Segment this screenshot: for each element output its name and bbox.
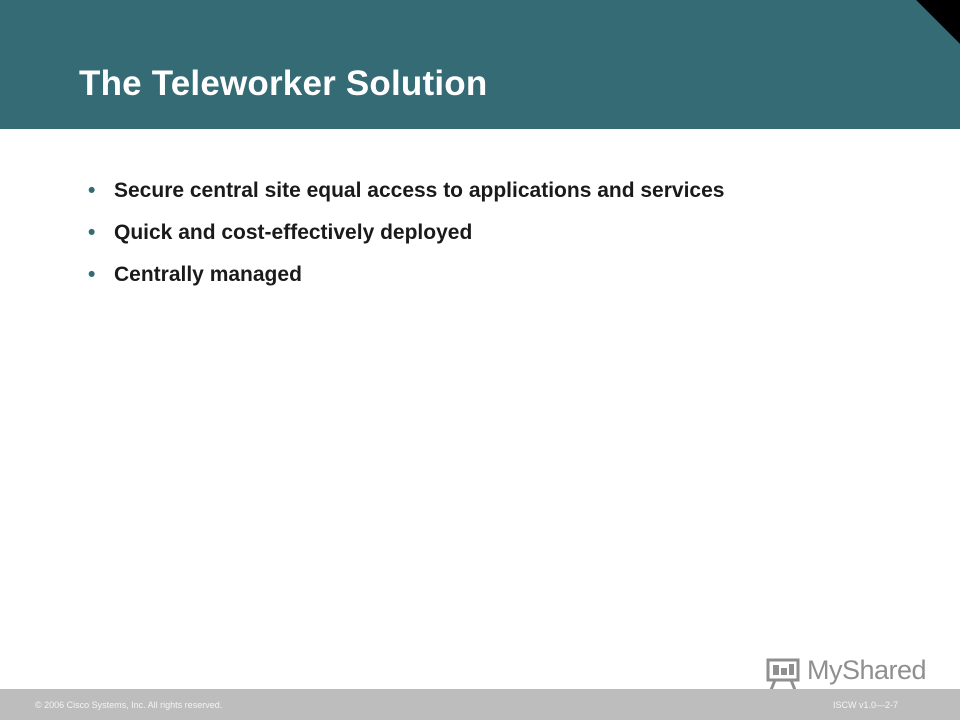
slide-footer xyxy=(0,689,960,720)
slide-title: The Teleworker Solution xyxy=(79,64,488,103)
slide-header xyxy=(0,0,960,129)
bullet-text: Secure central site equal access to applications and services xyxy=(114,179,725,202)
bullet-list xyxy=(88,174,928,300)
bullet-item xyxy=(88,216,928,258)
myshared-watermark xyxy=(765,655,925,691)
bullet-text: Quick and cost-effectively deployed xyxy=(114,221,473,244)
bullet-dot-icon: • xyxy=(88,221,96,244)
corner-fold-icon xyxy=(916,0,960,44)
bullet-dot-icon: • xyxy=(88,263,96,286)
bullet-dot-icon: • xyxy=(88,179,96,202)
bullet-item xyxy=(88,174,928,216)
slide-number: ISCW v1.0—2-7 xyxy=(832,700,898,710)
bullet-text: Centrally managed xyxy=(114,263,302,286)
copyright-text: © 2006 Cisco Systems, Inc. All rights reserved. xyxy=(35,700,223,710)
watermark-logo-text: MyShared xyxy=(807,655,927,685)
presentation-board-icon xyxy=(765,657,803,691)
bullet-item xyxy=(88,258,928,300)
